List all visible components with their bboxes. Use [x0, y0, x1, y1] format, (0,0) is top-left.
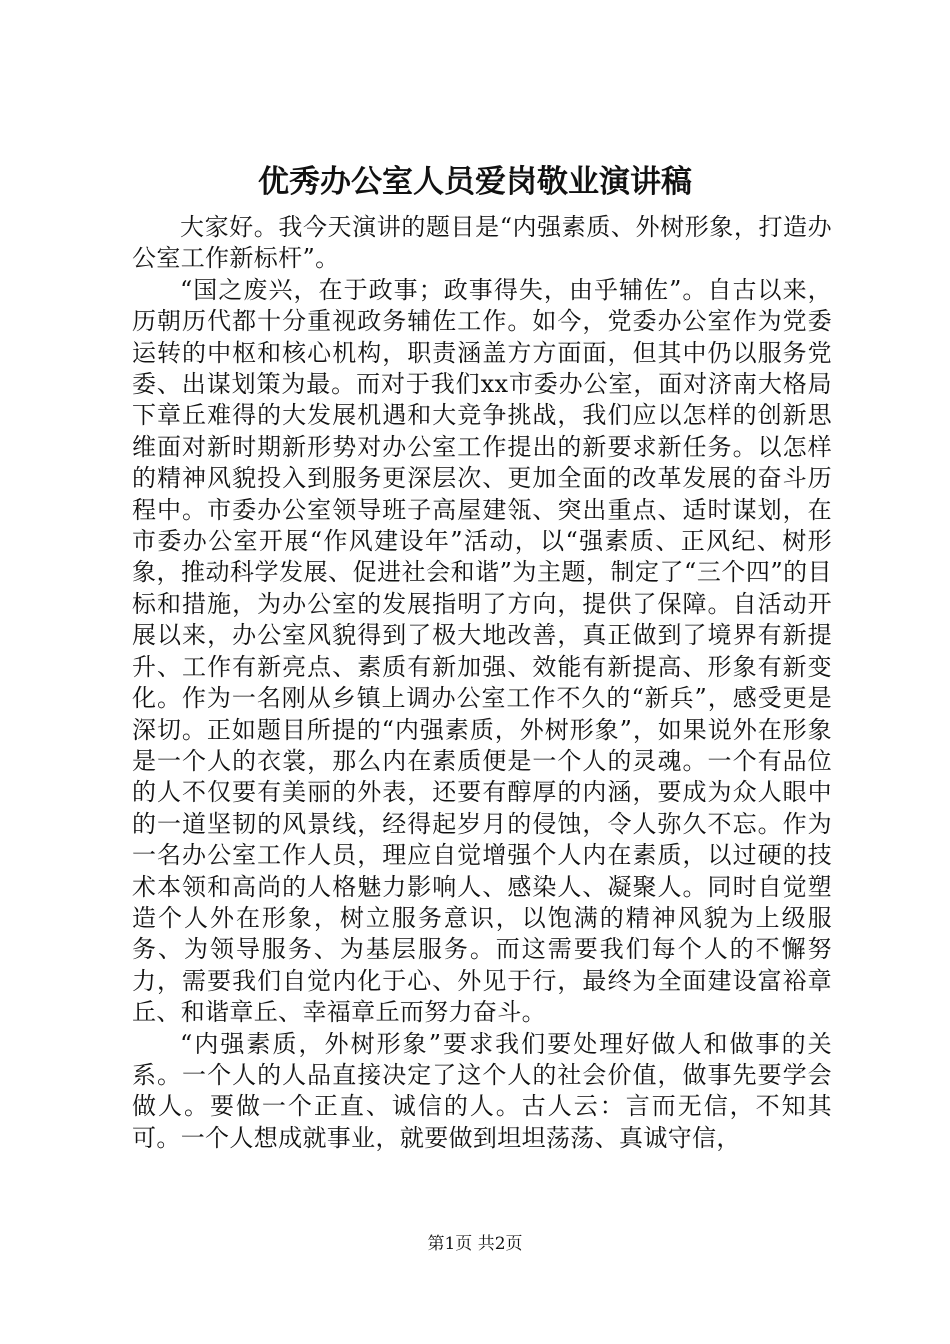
paragraph-greeting: 大家好。我今天演讲的题目是“内强素质、外树形象，打造办公室工作新标杆”。: [132, 213, 832, 273]
paragraph-relationship: “内强素质，外树形象”要求我们要处理好做人和做事的关系。一个人的人品直接决定了这个人的社会价值，做事先要学会做人。要做一个正直、诚信的人。古人云：言而无信，不知其可。一个人想成就事业，就要做到坦坦荡荡、真诚守信，: [132, 1029, 832, 1152]
document-body: [132, 212, 832, 1154]
paragraph-main: “国之废兴，在于政事；政事得失，由乎辅佐”。自古以来，历朝历代都十分重视政务辅佐工作。如今，党委办公室作为党委运转的中枢和核心机构，职责涵盖方方面面，但其中仍以服务党委、出谋划策为最。而对于我们xx市委办公室，面对济南大格局下章丘难得的大发展机遇和大竞争挑战，我们应以怎样的创新思维面对新时期新形势对办公室工作提出的新要求新任务。以怎样的精神风貌投入到服务更深层次、更加全面的改革发展的奋斗历程中。市委办公室领导班子高屋建瓴、突出重点、适时谋划，在市委办公室开展“作风建设年”活动，以“强素质、正风纪、树形象，推动科学发展、促进社会和谐”为主题，制定了“三个四”的目标和措施，为办公室的发展指明了方向，提供了保障。自活动开展以来，办公室风貌得到了极大地改善，真正做到了境界有新提升、工作有新亮点、素质有新加强、效能有新提高、形象有新变化。作为一名刚从乡镇上调办公室工作不久的“新兵”，感受更是深切。正如题目所提的“内强素质，外树形象”，如果说外在形象是一个人的衣裳，那么内在素质便是一个人的灵魂。一个有品位的人不仅要有美丽的外表，还要有醇厚的内涵，要成为众人眼中的一道坚韧的风景线，经得起岁月的侵蚀，令人弥久不忘。作为一名办公室工作人员，理应自觉增强个人内在素质，以过硬的技术本领和高尚的人格魅力影响人、感染人、凝聚人。同时自觉塑造个人外在形象，树立服务意识，以饱满的精神风貌为上级服务、为领导服务、为基层服务。而这需要我们每个人的不懈努力，需要我们自觉内化于心、外见于行，最终为全面建设富裕章丘、和谐章丘、幸福章丘而努力奋斗。: [132, 275, 832, 1027]
document-title: 优秀办公室人员爱岗敬业演讲稿: [258, 164, 692, 200]
page-number-footer: 第1页 共2页: [427, 1234, 523, 1254]
